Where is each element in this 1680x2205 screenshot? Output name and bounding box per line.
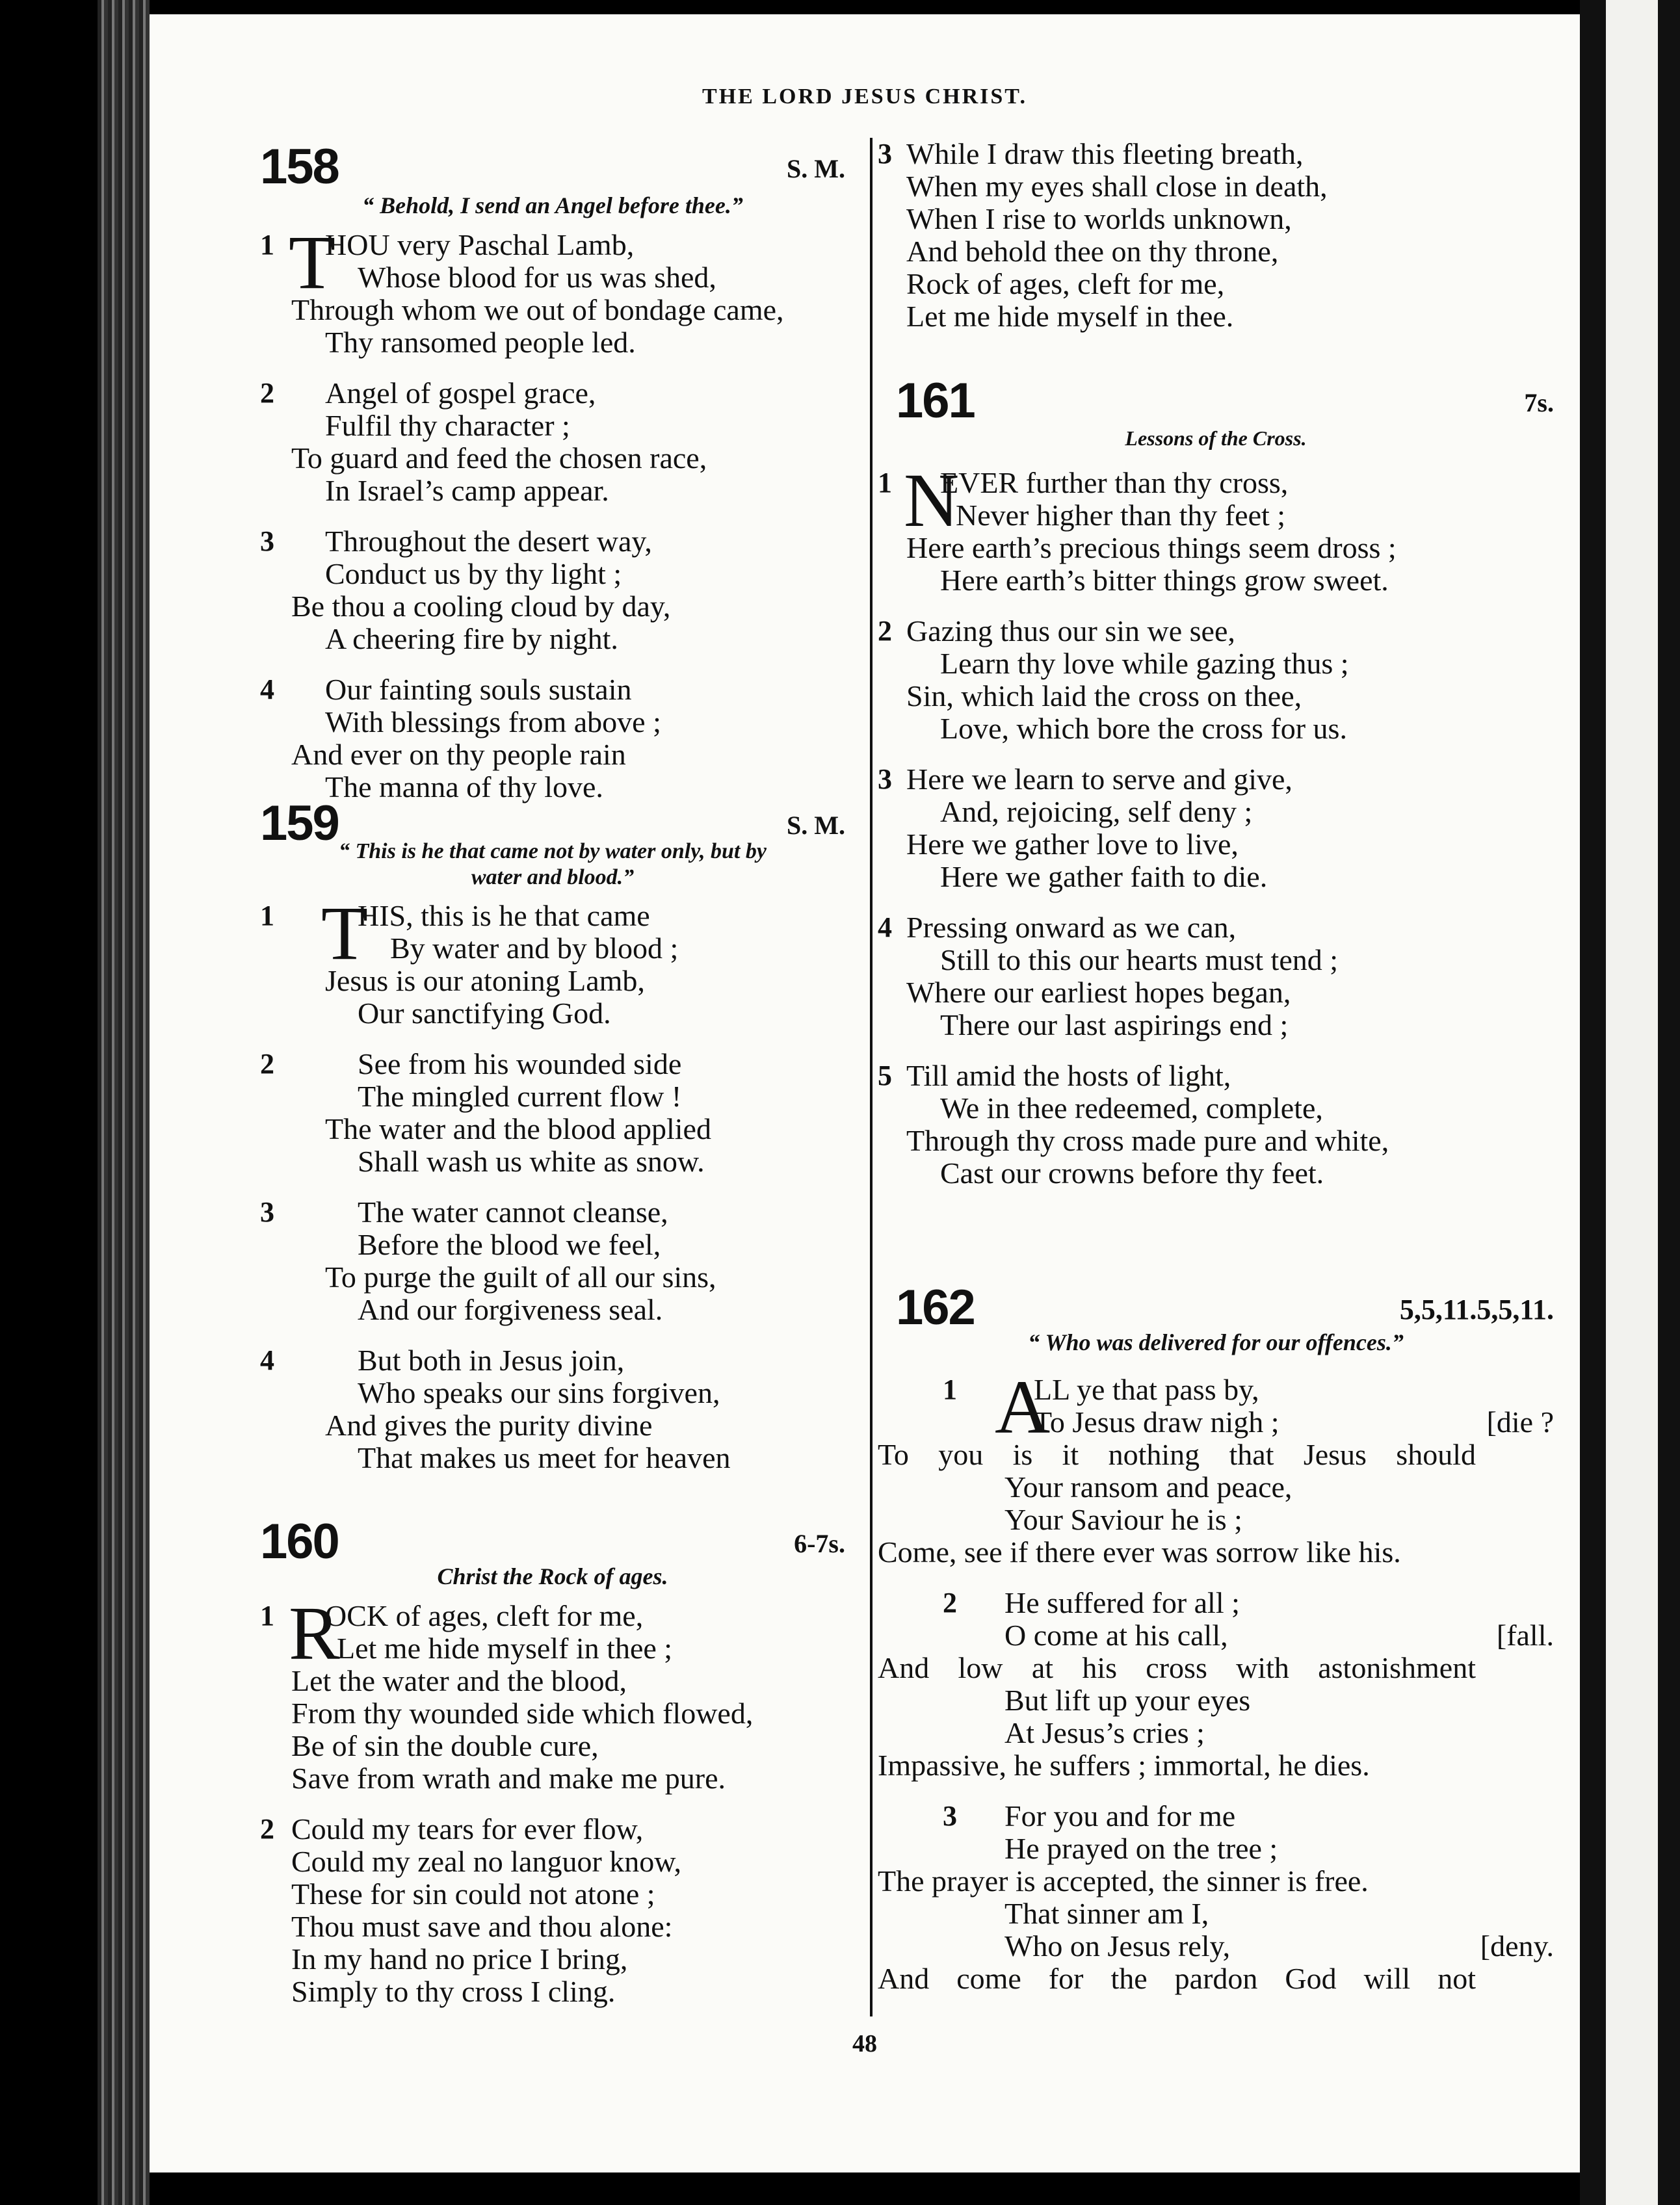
hymn-number: 162	[896, 1280, 975, 1335]
verse-line: And come for the pardon God will not	[878, 1962, 1476, 1995]
verse-line: Impassive, he suffers ; immortal, he dies.	[878, 1749, 1370, 1782]
verse-line: Who on Jesus rely,	[1004, 1929, 1231, 1963]
verse-line: The manna of thy love.	[325, 770, 603, 803]
hymn-number: 161	[896, 373, 975, 428]
book-spine-edge	[98, 0, 150, 2205]
stanza-number: 3	[943, 1800, 957, 1832]
verse-line: That makes us meet for heaven	[358, 1441, 731, 1474]
drop-cap: A	[995, 1364, 1051, 1450]
verse-line: We in thee redeemed, complete,	[940, 1091, 1323, 1125]
verse-line: At Jesus’s cries ;	[1004, 1716, 1205, 1749]
verse-line: Our sanctifying God.	[358, 997, 611, 1030]
stanza-number: 3	[878, 763, 892, 795]
stanza	[878, 763, 1554, 893]
stanza	[878, 138, 1554, 333]
verse-line: While I draw this fleeting breath,	[906, 137, 1304, 170]
verse-line: Could my tears for ever flow,	[291, 1812, 644, 1846]
hymn-meter: S. M.	[787, 154, 845, 183]
verse-line: Who speaks our sins forgiven,	[358, 1376, 720, 1409]
verse-line: To Jesus draw nigh ;	[1034, 1405, 1280, 1439]
epigraph-line: water and blood.”	[471, 865, 635, 889]
verse-line: Let the water and the blood,	[291, 1664, 627, 1697]
hymn-160	[260, 1513, 845, 2026]
hymn-161	[878, 372, 1554, 1208]
hymn-epigraph: “ Behold, I send an Angel before thee.”	[362, 192, 743, 218]
verse-line: By water and by blood ;	[390, 932, 679, 965]
verse-line: Be of sin the double cure,	[291, 1729, 599, 1762]
verse-line: Love, which bore the cross for us.	[940, 712, 1347, 745]
verse-line: Could my zeal no languor know,	[291, 1845, 682, 1878]
verse-line: Here we gather love to live,	[906, 828, 1239, 861]
epigraph-line: “ This is he that came not by water only, but by	[339, 839, 767, 863]
stanza	[878, 911, 1554, 1041]
verse-line: Come, see if there ever was sorrow like his.	[878, 1535, 1401, 1569]
hymn-158	[260, 138, 845, 822]
hymn-162	[878, 1279, 1554, 2013]
hymn-160-continued	[878, 138, 1554, 351]
stanza	[878, 458, 1554, 597]
stanza	[260, 1196, 845, 1326]
verse-line: Still to this our hearts must tend ;	[940, 943, 1339, 976]
stanza	[260, 673, 845, 803]
verse-line: Before the blood we feel,	[358, 1228, 661, 1261]
stanza	[878, 615, 1554, 745]
verse-line: See from his wounded side	[358, 1047, 682, 1080]
stanza	[260, 1344, 845, 1474]
drop-cap: N	[904, 458, 960, 543]
verse-line: He suffered for all ;	[1004, 1586, 1240, 1619]
stanza-number: 4	[878, 911, 892, 943]
verse-line: But lift up your eyes	[1004, 1684, 1251, 1717]
stanza-number: 3	[260, 525, 274, 557]
verse-line: The prayer is accepted, the sinner is free.	[878, 1864, 1369, 1898]
verse-line: HIS, this is he that came	[358, 899, 650, 932]
verse-line: Angel of gospel grace,	[325, 376, 596, 410]
verse-line: Simply to thy cross I cling.	[291, 1975, 616, 2008]
turnover-fragment: [die ?	[1486, 1405, 1554, 1439]
verse-line: Gazing thus our sin we see,	[906, 614, 1235, 647]
verse-line: With blessings from above ;	[325, 705, 661, 738]
verse-line: From thy wounded side which flowed,	[291, 1697, 754, 1730]
hymn-epigraph: Christ the Rock of ages.	[437, 1563, 668, 1589]
verse-line: And our forgiveness seal.	[358, 1293, 663, 1326]
hymn-number: 158	[260, 139, 339, 194]
verse-line: And ever on thy people rain	[291, 738, 626, 771]
verse-line: Where our earliest hopes began,	[906, 976, 1291, 1009]
verse-line: To guard and feed the chosen race,	[291, 441, 707, 475]
stanza	[260, 377, 845, 507]
verse-line: Your Saviour he is ;	[1004, 1503, 1242, 1536]
verse-line: EVER further than thy cross,	[940, 466, 1289, 499]
stanza-number: 1	[943, 1374, 957, 1405]
stanza	[260, 525, 845, 655]
stanza-number: 2	[260, 1813, 274, 1845]
verse-line: When I rise to worlds unknown,	[906, 202, 1292, 235]
next-page-edge	[1580, 0, 1680, 2205]
verse-line: Pressing onward as we can,	[906, 911, 1237, 944]
stanza-number: 1	[260, 1600, 274, 1632]
verse-line: To you is it nothing that Jesus should	[878, 1438, 1476, 1471]
verse-line: And, rejoicing, self deny ;	[940, 795, 1253, 828]
verse-line: When my eyes shall close in death,	[906, 170, 1328, 203]
verse-line: And behold thee on thy throne,	[906, 235, 1279, 268]
hymn-meter: S. M.	[787, 811, 845, 840]
verse-line: Whose blood for us was shed,	[358, 261, 716, 294]
verse-line: HOU very Paschal Lamb,	[325, 228, 635, 261]
verse-line: Through whom we out of bondage came,	[291, 293, 784, 326]
verse-line: Conduct us by thy light ;	[325, 557, 622, 590]
verse-line: But both in Jesus join,	[358, 1344, 625, 1377]
verse-line: Here we gather faith to die.	[940, 860, 1268, 893]
hymn-epigraph: “ Who was delivered for our offences.”	[1028, 1329, 1404, 1355]
verse-line: A cheering fire by night.	[325, 622, 618, 655]
stanza-number: 2	[943, 1587, 957, 1619]
verse-line: Rock of ages, cleft for me,	[906, 267, 1225, 300]
verse-line: Till amid the hosts of light,	[906, 1059, 1231, 1092]
stanza	[878, 1060, 1554, 1190]
verse-line: Here earth’s precious things seem dross ;	[906, 531, 1397, 564]
verse-line: And gives the purity divine	[325, 1409, 653, 1442]
verse-line: LL ye that pass by,	[1034, 1373, 1259, 1406]
verse-line: Throughout the desert way,	[325, 525, 652, 558]
stanza-number: 4	[260, 673, 274, 705]
hymn-meter: 7s.	[1524, 388, 1554, 417]
verse-line: Our fainting souls sustain	[325, 673, 632, 706]
stanza-number: 5	[878, 1060, 892, 1091]
turnover-fragment: [deny.	[1480, 1929, 1554, 1963]
verse-line: He prayed on the tree ;	[1004, 1832, 1278, 1865]
verse-line: Your ransom and peace,	[1004, 1470, 1293, 1504]
verse-line: In Israel’s camp appear.	[325, 474, 609, 507]
hymnal-page	[150, 14, 1580, 2172]
stanza	[260, 1591, 845, 1795]
verse-line: Thou must save and thou alone:	[291, 1910, 673, 1943]
verse-line: Here earth’s bitter things grow sweet.	[940, 564, 1389, 597]
verse-line: Cast our crowns before thy feet.	[940, 1156, 1324, 1190]
verse-line: Sin, which laid the cross on thee,	[906, 679, 1302, 712]
verse-line: The water and the blood applied	[325, 1112, 711, 1145]
verse-line: Through thy cross made pure and white,	[906, 1124, 1389, 1157]
verse-line: OCK of ages, cleft for me,	[325, 1599, 644, 1632]
verse-line: Never higher than thy feet ;	[956, 499, 1286, 532]
verse-line: Be thou a cooling cloud by day,	[291, 590, 671, 623]
hymn-epigraph: Lessons of the Cross.	[1125, 426, 1307, 450]
stanza	[878, 1800, 1554, 1995]
hymn-meter: 5,5,11.5,5,11.	[1399, 1294, 1554, 1325]
running-head: THE LORD JESUS CHRIST.	[702, 85, 1027, 109]
stanza-number: 1	[260, 229, 274, 261]
verse-line: And low at his cross with astonishment	[878, 1651, 1476, 1684]
column-divider	[870, 138, 873, 2016]
drop-cap: T	[289, 220, 336, 305]
stanza	[878, 1587, 1554, 1782]
verse-line: The mingled current flow !	[358, 1080, 682, 1113]
verse-line: Thy ransomed people led.	[325, 326, 636, 359]
stanza-number: 4	[260, 1344, 274, 1376]
turnover-fragment: [fall.	[1496, 1619, 1554, 1652]
verse-line: Jesus is our atoning Lamb,	[325, 964, 645, 997]
verse-line: For you and for me	[1004, 1799, 1236, 1833]
hymn-number: 159	[260, 796, 339, 851]
verse-line: Learn thy love while gazing thus ;	[940, 647, 1349, 680]
stanza	[260, 220, 845, 359]
hymn-meter: 6-7s.	[794, 1529, 845, 1558]
verse-line: Save from wrath and make me pure.	[291, 1762, 726, 1795]
verse-line: In my hand no price I bring,	[291, 1942, 628, 1976]
hymn-number: 160	[260, 1514, 339, 1569]
stanza-number: 1	[878, 467, 892, 499]
verse-line: Let me hide myself in thee ;	[337, 1632, 673, 1665]
stanza	[878, 1364, 1554, 1569]
verse-line: Let me hide myself in thee.	[906, 300, 1234, 333]
verse-line: Here we learn to serve and give,	[906, 763, 1293, 796]
stanza-number: 3	[260, 1196, 274, 1228]
stanza-number: 2	[878, 615, 892, 647]
stanza-number: 2	[260, 1048, 274, 1080]
verse-line: These for sin could not atone ;	[291, 1877, 655, 1911]
hymn-159	[260, 794, 845, 1493]
drop-cap: T	[321, 891, 369, 976]
verse-line: The water cannot cleanse,	[358, 1195, 668, 1229]
verse-line: There our last aspirings end ;	[940, 1008, 1289, 1041]
stanza	[260, 1048, 845, 1178]
stanza-number: 1	[260, 900, 274, 932]
stanza	[260, 1813, 845, 2008]
stanza-number: 2	[260, 377, 274, 409]
stanza-number: 3	[878, 138, 892, 170]
verse-line: That sinner am I,	[1004, 1897, 1209, 1930]
drop-cap: R	[289, 1591, 340, 1676]
page-number: 48	[852, 2030, 877, 2057]
verse-line: O come at his call,	[1004, 1619, 1228, 1652]
verse-line: Shall wash us white as snow.	[358, 1145, 705, 1178]
stanza	[260, 891, 845, 1030]
verse-line: To purge the guilt of all our sins,	[325, 1260, 716, 1294]
verse-line: Fulfil thy character ;	[325, 409, 570, 442]
